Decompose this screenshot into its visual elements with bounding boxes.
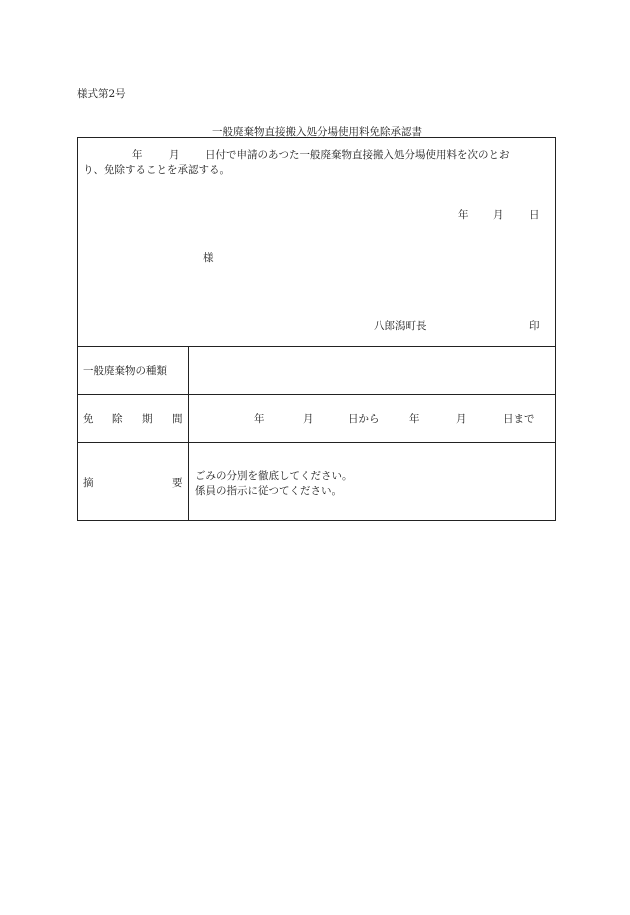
seal-mark: 印: [529, 320, 540, 332]
period-label-char-3: 期: [142, 413, 153, 425]
period-label-char-2: 除: [112, 413, 123, 425]
issuer-name: 八郎潟町長: [374, 320, 427, 332]
column-divider: [188, 346, 189, 520]
period-from-day: 日から: [348, 413, 380, 425]
period-label-char-4: 間: [172, 413, 183, 425]
statement-month: 月: [169, 149, 180, 161]
row-divider-1: [78, 346, 555, 347]
row-divider-2: [78, 394, 555, 395]
document-title: 一般廃棄物直接搬入処分場使用料免除承認書: [212, 126, 422, 138]
period-to-day: 日まで: [503, 413, 535, 425]
waste-type-label: 一般廃棄物の種類: [83, 365, 167, 377]
form-number: 様式第2号: [77, 88, 126, 100]
approval-form-table: [77, 137, 556, 521]
statement-line2: り、免除することを承認する。: [83, 164, 230, 176]
approval-date-month: 月: [493, 209, 504, 221]
period-label-char-1: 免: [83, 413, 94, 425]
approval-date-day: 日: [529, 209, 540, 221]
row-divider-3: [78, 442, 555, 443]
period-from-month: 月: [303, 413, 314, 425]
period-from-year: 年: [254, 413, 265, 425]
statement-year: 年: [132, 149, 143, 161]
approval-date-year: 年: [458, 209, 469, 221]
summary-label-left: 摘: [83, 477, 94, 489]
summary-label-right: 要: [172, 477, 183, 489]
summary-line-2: 係員の指示に従つてください。: [195, 485, 342, 497]
period-to-year: 年: [409, 413, 420, 425]
statement-line1: 日付で申請のあつた一般廃棄物直接搬入処分場使用料を次のとお: [205, 149, 510, 161]
addressee-suffix: 様: [203, 252, 214, 264]
period-to-month: 月: [456, 413, 467, 425]
summary-line-1: ごみの分別を徹底してください。: [195, 470, 353, 482]
